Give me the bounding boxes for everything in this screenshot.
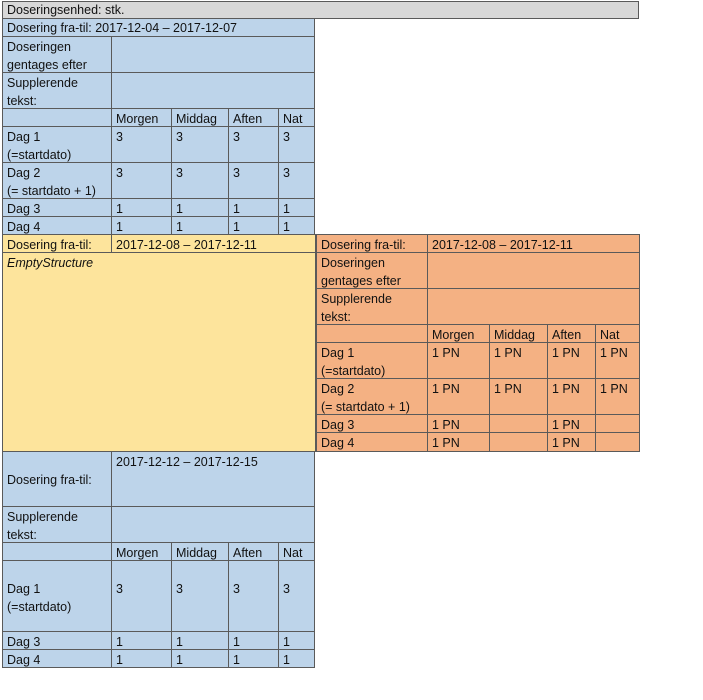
block1-day4-label: Dag 4 — [2, 216, 112, 235]
block1-day2-morning: 3 — [111, 162, 172, 199]
block3-corner-cell — [316, 324, 428, 343]
block4-corner-cell — [2, 542, 112, 561]
block3-header-morning: Morgen — [427, 324, 490, 343]
block4-header-noon: Middag — [171, 542, 229, 561]
block4-day12-noon — [171, 560, 229, 632]
block3-day4-noon — [489, 432, 548, 452]
block4-header-night: Nat — [278, 542, 315, 561]
block1-day3-morning: 1 — [111, 198, 172, 217]
block3-day3-evening: 1 PN — [547, 414, 596, 433]
block1-repeat-value — [111, 36, 315, 73]
block1-day3-noon: 1 — [171, 198, 229, 217]
block1-day2-noon: 3 — [171, 162, 229, 199]
block1-day1-morning: 3 — [111, 126, 172, 163]
block3-day4-morning: 1 PN — [427, 432, 490, 452]
block1-corner-cell — [2, 108, 112, 127]
block2-range-value: 2017-12-08 – 2017-12-11 — [111, 234, 316, 253]
block1-day1-noon: 3 — [171, 126, 229, 163]
block1-day3-label: Dag 3 — [2, 198, 112, 217]
block4-day4-noon: 1 — [171, 649, 229, 668]
block4-day1-morning: 3 — [116, 582, 123, 596]
block4-range-value: 2017-12-12 – 2017-12-15 — [111, 451, 315, 507]
block3-header-night: Nat — [595, 324, 640, 343]
block4-day3-noon: 1 — [171, 631, 229, 650]
block1-day1-evening: 3 — [228, 126, 279, 163]
block1-day2-evening: 3 — [228, 162, 279, 199]
block4-header-morning: Morgen — [111, 542, 172, 561]
block4-day3-label: Dag 3 — [2, 631, 112, 650]
block1-header-morning: Morgen — [111, 108, 172, 127]
block3-header-noon: Middag — [489, 324, 548, 343]
block3-repeat-label: Doseringen gentages efter — [316, 252, 428, 289]
block3-extra-label: Supplerende tekst: — [316, 288, 428, 325]
block3-day1-noon: 1 PN — [489, 342, 548, 379]
block3-day2-label: Dag 2 (= startdato + 1) — [316, 378, 428, 415]
block1-day2-night: 3 — [278, 162, 315, 199]
block3-day2-night: 1 PN — [595, 378, 640, 415]
block3-day1-label: Dag 1 (=startdato) — [316, 342, 428, 379]
block4-extra-label: Supplerende tekst: — [2, 506, 112, 543]
block1-day1-night: 3 — [278, 126, 315, 163]
block4-day1-label: Dag 1 (=startdato) — [7, 582, 72, 614]
block4-day3-night: 1 — [278, 631, 315, 650]
block3-day2-morning: 1 PN — [427, 378, 490, 415]
block3-day3-night — [595, 414, 640, 433]
block4-day1-noon: 3 — [176, 582, 183, 596]
block3-extra-value — [427, 288, 640, 325]
block1-day1-label: Dag 1 (=startdato) — [2, 126, 112, 163]
block3-range-value: 2017-12-08 – 2017-12-11 — [427, 234, 640, 253]
block1-day4-evening: 1 — [228, 216, 279, 235]
block4-day3-morning: 1 — [111, 631, 172, 650]
block2-range-label: Dosering fra-til: — [2, 234, 112, 253]
block4-day4-evening: 1 — [228, 649, 279, 668]
block3-day4-night — [595, 432, 640, 452]
block4-day1-night: 3 — [283, 582, 290, 596]
block3-range-label: Dosering fra-til: — [316, 234, 428, 253]
block4-day12-evening — [228, 560, 279, 632]
block3-day4-label: Dag 4 — [316, 432, 428, 452]
block4-range-label — [2, 451, 112, 507]
block1-day3-night: 1 — [278, 198, 315, 217]
block4-day4-morning: 1 — [111, 649, 172, 668]
block3-header-evening: Aften — [547, 324, 596, 343]
block4-day12-night — [278, 560, 315, 632]
block4-day3-evening: 1 — [228, 631, 279, 650]
block4-header-evening: Aften — [228, 542, 279, 561]
block3-day2-noon: 1 PN — [489, 378, 548, 415]
block1-day4-noon: 1 — [171, 216, 229, 235]
block3-day1-evening: 1 PN — [547, 342, 596, 379]
dosage-unit-line: Doseringsenhed: stk. — [2, 1, 639, 19]
block4-day12-label — [2, 560, 112, 632]
block2-empty-structure: EmptyStructure — [2, 252, 316, 452]
block3-day3-label: Dag 3 — [316, 414, 428, 433]
block1-day4-morning: 1 — [111, 216, 172, 235]
block3-day4-evening: 1 PN — [547, 432, 596, 452]
block1-repeat-label: Doseringen gentages efter — [2, 36, 112, 73]
block1-header-night: Nat — [278, 108, 315, 127]
block1-header-evening: Aften — [228, 108, 279, 127]
block4-extra-value — [111, 506, 315, 543]
block1-extra-value — [111, 72, 315, 109]
block4-range-label-text: Dosering fra-til: — [7, 473, 92, 487]
block1-day4-night: 1 — [278, 216, 315, 235]
block3-day1-morning: 1 PN — [427, 342, 490, 379]
block1-extra-label: Supplerende tekst: — [2, 72, 112, 109]
block3-day3-noon — [489, 414, 548, 433]
block4-day12-morning — [111, 560, 172, 632]
block3-repeat-value — [427, 252, 640, 289]
block1-range-line: Dosering fra-til: 2017-12-04 – 2017-12-07 — [2, 18, 315, 37]
block3-day2-evening: 1 PN — [547, 378, 596, 415]
block4-day4-label: Dag 4 — [2, 649, 112, 668]
block3-day3-morning: 1 PN — [427, 414, 490, 433]
block3-day1-night: 1 PN — [595, 342, 640, 379]
block4-day1-evening: 3 — [233, 582, 240, 596]
block1-header-noon: Middag — [171, 108, 229, 127]
block1-day3-evening: 1 — [228, 198, 279, 217]
block1-day2-label: Dag 2 (= startdato + 1) — [2, 162, 112, 199]
block4-day4-night: 1 — [278, 649, 315, 668]
